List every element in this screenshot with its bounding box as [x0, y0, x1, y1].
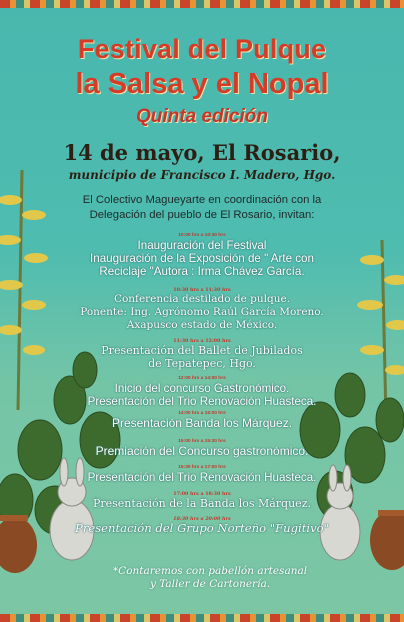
footer-note: [100, 565, 320, 590]
program-line: Axapusco estado de México.: [126, 319, 278, 331]
footer-line: y Taller de Cartonería.: [149, 577, 271, 590]
program-item: [30, 465, 374, 484]
program-line: Presentación Banda los Márquez.: [111, 416, 293, 430]
program-line: Ponente: Ing. Agrónomo Raúl García Moreno.: [80, 306, 324, 318]
program-time: 14:00 hrs a 15:00 hrs: [178, 411, 226, 416]
program-line: Presentación del Trio Renovación Huasteca.: [87, 395, 317, 408]
program-line: Premiación del Concurso gastronómico.: [95, 444, 309, 458]
program-item: [30, 411, 374, 430]
footer-line: *Contaremos con pabellón artesanal: [112, 565, 308, 577]
program-item: [30, 376, 374, 408]
program-line: Presentación de la Banda los Márquez.: [92, 497, 311, 510]
program-line: Inicio del concurso Gastronómico.: [114, 382, 290, 395]
edition-subtitle: Quinta edición: [136, 106, 268, 127]
program-line: Reciclaje "Autora : Irma Chávez García.: [99, 265, 305, 278]
program-time: 11:30 hrs a 12:00 hrs: [173, 338, 231, 344]
festival-title-line1: Festival del Pulque: [77, 34, 327, 64]
program-item: [30, 439, 374, 458]
program-time: 15:30 hrs a 17:00 hrs: [178, 465, 226, 470]
program-item: [30, 233, 374, 278]
invitation-line: Delegación del pueblo de El Rosario, invitan:: [89, 208, 315, 221]
program-time: 15:00 hrs a 15:30 hrs: [178, 439, 226, 444]
event-municipality: municipio de Francisco I. Madero, Hgo.: [68, 168, 336, 182]
festival-title-line2: la Salsa y el Nopal: [75, 68, 329, 100]
program-line: Presentación del Ballet de Jubilados: [101, 344, 303, 357]
program-item: [30, 491, 374, 510]
program-time: 10:30 hrs a 11:30 hrs: [173, 287, 231, 293]
right-clay-pot-icon: [370, 510, 404, 570]
program-line: Inauguración de la Exposición de " Arte con: [90, 252, 314, 265]
event-date-place: 14 de mayo, El Rosario,: [63, 140, 341, 165]
program-item: [30, 516, 374, 535]
program-line: Presentación del Trio Renovación Huasteca.: [87, 471, 317, 484]
program-time: 18:30 hrs a 20:00 hrs: [173, 516, 231, 522]
program-item: [30, 287, 374, 332]
program-time: 10:00 hrs a 10:30 hrs: [178, 233, 226, 238]
invitation-line: El Colectivo Magueyarte en coordinación con la: [82, 194, 322, 206]
program-line: Inauguración del Festival: [137, 239, 267, 252]
program-line: Conferencia destilado de pulque.: [113, 293, 291, 305]
program-time: 12:00 hrs a 14:00 hrs: [178, 376, 226, 381]
program-item: [30, 338, 374, 370]
program-line: de Tepatepec, Hgo.: [148, 357, 256, 370]
invitation-text: [20, 193, 384, 222]
program-line: Presentación del Grupo Norteño "Fugitivo": [75, 521, 329, 535]
program-time: 17:00 hrs a 18:30 hrs: [173, 491, 231, 497]
